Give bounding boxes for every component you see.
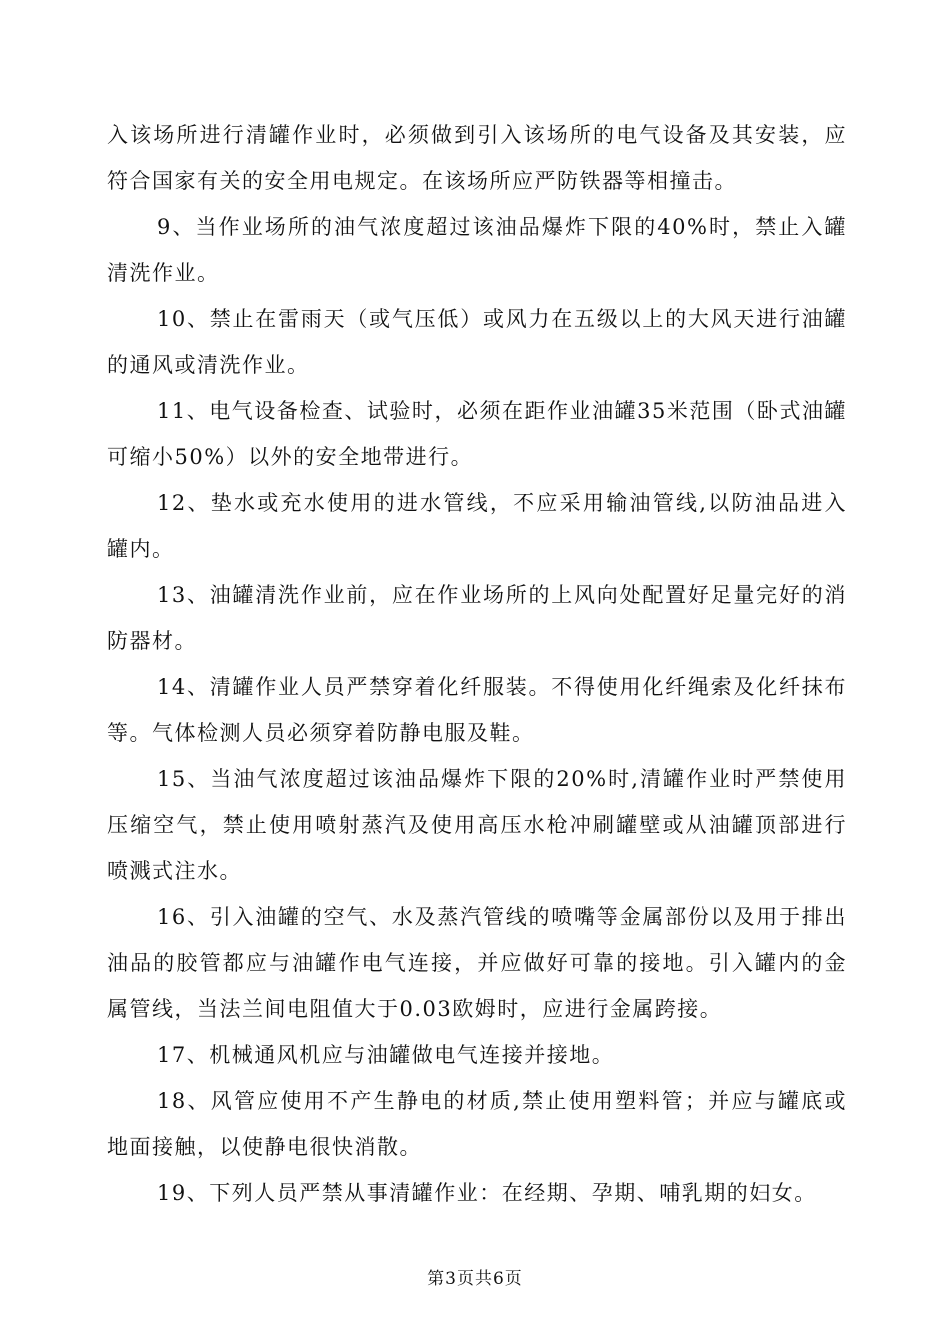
paragraph-item-10: 10、禁止在雷雨天（或气压低）或风力在五级以上的大风天进行油罐的通风或清洗作业。 bbox=[107, 307, 847, 377]
paragraph-item-15: 15、当油气浓度超过该油品爆炸下限的20%时,清罐作业时严禁使用压缩空气，禁止使用喷射蒸汽及使用高压水枪冲刷罐壁或从油罐顶部进行喷溅式注水。 bbox=[107, 767, 847, 883]
paragraph-item-17: 17、机械通风机应与油罐做电气连接并接地。 bbox=[157, 1043, 615, 1067]
paragraph-item-12: 12、垫水或充水使用的进水管线，不应采用输油管线,以防油品进入罐内。 bbox=[107, 491, 847, 561]
page-number-footer: 第3页共6页 bbox=[427, 1269, 523, 1289]
paragraph-item-13: 13、油罐清洗作业前，应在作业场所的上风向处配置好足量完好的消防器材。 bbox=[107, 583, 847, 653]
paragraph-item-19: 19、下列人员严禁从事清罐作业：在经期、孕期、哺乳期的妇女。 bbox=[157, 1181, 817, 1205]
paragraph-continuation: 入该场所进行清罐作业时，必须做到引入该场所的电气设备及其安装，应符合国家有关的安全用电规定。在该场所应严防铁器等相撞击。 bbox=[107, 123, 847, 193]
paragraph-item-14: 14、清罐作业人员严禁穿着化纤服装。不得使用化纤绳索及化纤抹布等。气体检测人员必须穿着防静电服及鞋。 bbox=[107, 675, 847, 745]
paragraph-item-18: 18、风管应使用不产生静电的材质,禁止使用塑料管；并应与罐底或地面接触，以使静电很快消散。 bbox=[107, 1089, 847, 1159]
paragraph-item-9: 9、当作业场所的油气浓度超过该油品爆炸下限的40%时，禁止入罐清洗作业。 bbox=[107, 215, 847, 285]
document-body bbox=[107, 112, 847, 1216]
paragraph-item-16: 16、引入油罐的空气、水及蒸汽管线的喷嘴等金属部份以及用于排出油品的胶管都应与油罐作电气连接，并应做好可靠的接地。引入罐内的金属管线，当法兰间电阻值大于0.03欧姆时，应进行金属跨接。 bbox=[107, 905, 847, 1021]
paragraph-item-11: 11、电气设备检查、试验时，必须在距作业油罐35米范围（卧式油罐可缩小50%）以外的安全地带进行。 bbox=[107, 399, 847, 469]
